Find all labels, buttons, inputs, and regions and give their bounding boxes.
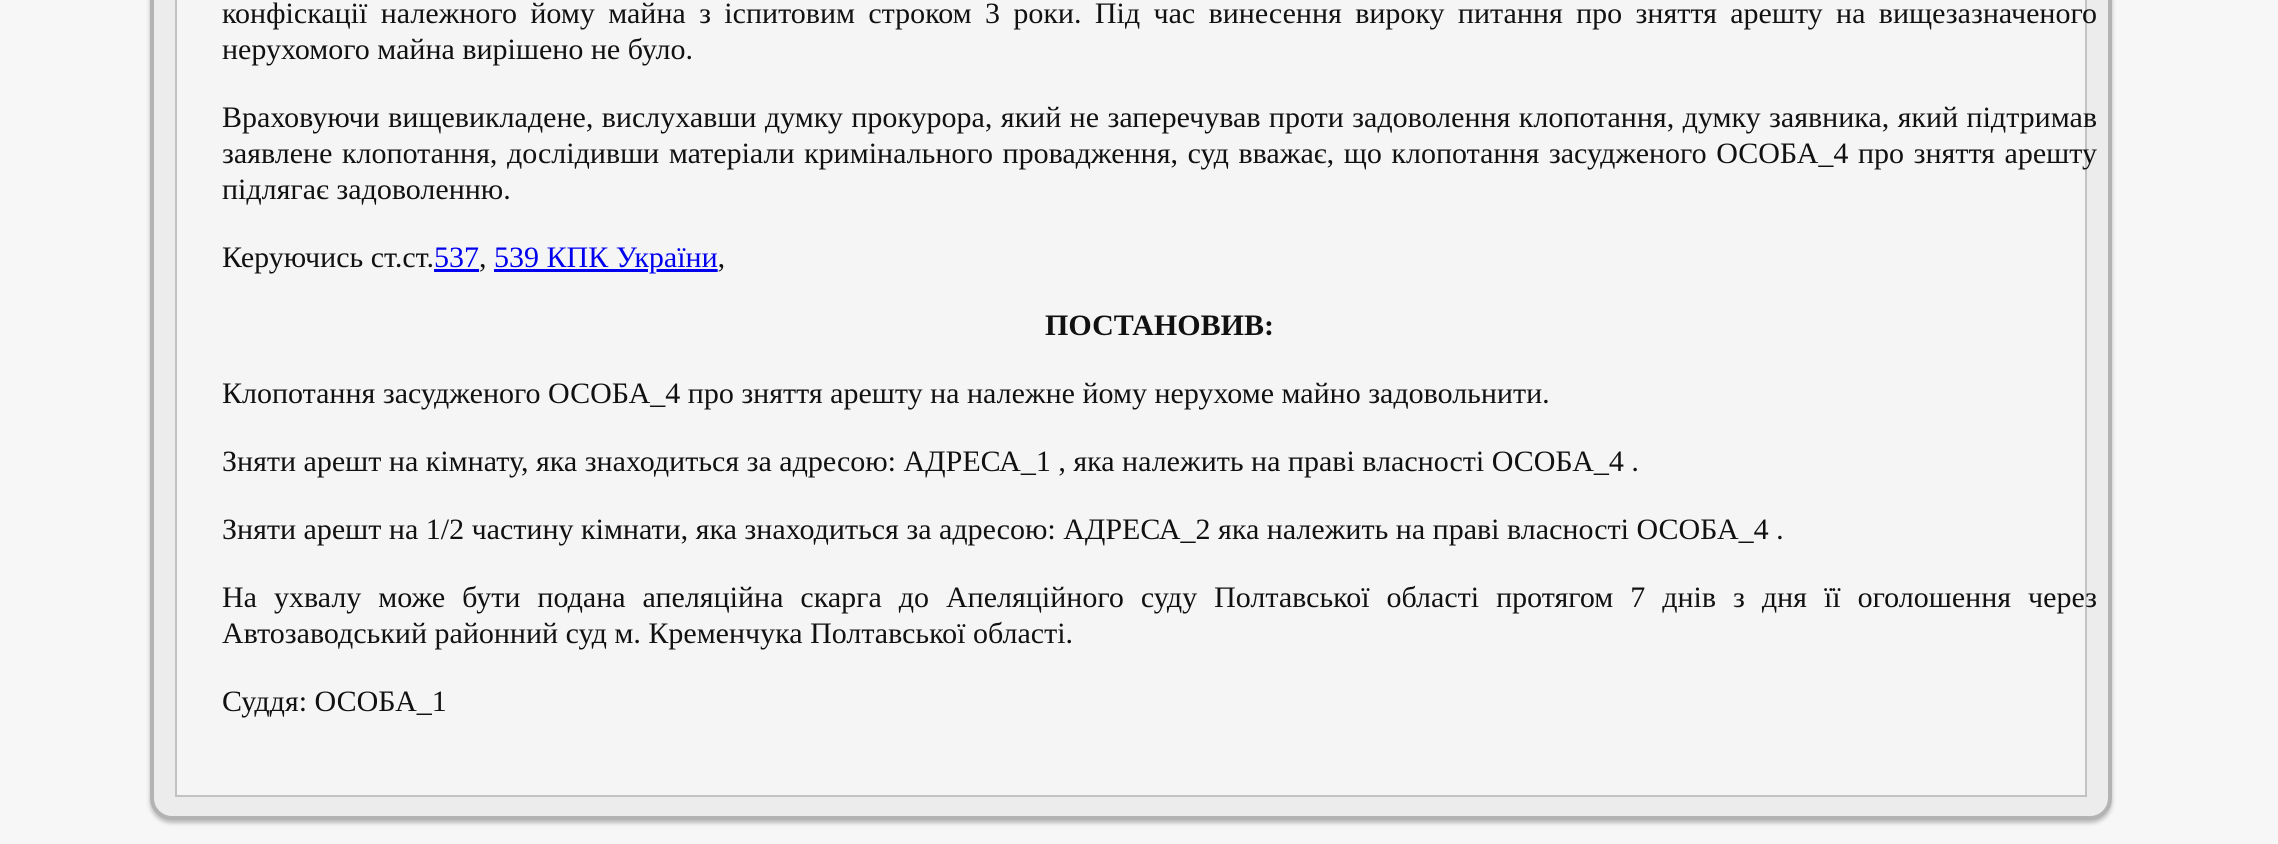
paragraph-verdict-text-end: конфіскації належного йому майна з іспитовим строком 3 роки. Під час винесення вироку питання про зняття арешту на вищезазначеного нерухомого майна вирішено не було. bbox=[222, 0, 2097, 66]
paragraph-lift-arrest-half-room: Зняти арешт на 1/2 частину кімнати, яка знаходиться за адресою: АДРЕСА_2 яка належить на праві власності ОСОБА_4 . bbox=[222, 513, 1784, 546]
document-frame bbox=[150, 0, 2112, 820]
paragraph-appeal: На ухвалу може бути подана апеляційна скарга до Апеляційного суду Полтавської області протягом 7 днів з дня її оголошення через Автозаводський районний суд м. Кременчука Полтавської області. bbox=[222, 581, 2097, 650]
guided-by-comma: , bbox=[717, 241, 726, 274]
paragraph-verdict bbox=[222, 0, 2097, 68]
paragraph-lift-arrest-room: Зняти арешт на кімнату, яка знаходиться за адресою: АДРЕСА_1 , яка належить на праві власності ОСОБА_4 . bbox=[222, 445, 1639, 478]
paragraph-motion-granted: Клопотання засудженого ОСОБА_4 про зняття арешту на належне йому нерухоме майно задовольнити. bbox=[222, 377, 1550, 410]
document-panel bbox=[175, 0, 2097, 797]
guided-by-text: Керуючись ст.ст. bbox=[222, 241, 435, 274]
document-body bbox=[222, 0, 2097, 752]
link-article-537[interactable]: 537 bbox=[434, 241, 480, 274]
guided-by-separator: , bbox=[479, 241, 495, 274]
link-article-539[interactable]: 539 КПК України bbox=[494, 241, 718, 274]
paragraph-considering: Враховуючи вищевикладене, вислухавши думку прокурора, який не заперечував проти задоволення клопотання, думку заявника, який підтримав заявлене клопотання, дослідивши матеріали кримінального провадження, суд вважає, що клопотання засудженого ОСОБА_4 про зняття арешту підлягає задоволенню. bbox=[222, 101, 2097, 206]
resolution-heading: ПОСТАНОВИВ: bbox=[1045, 309, 1274, 342]
paragraph-guided-by bbox=[222, 240, 2097, 276]
judge-signature: Суддя: ОСОБА_1 bbox=[222, 685, 447, 718]
